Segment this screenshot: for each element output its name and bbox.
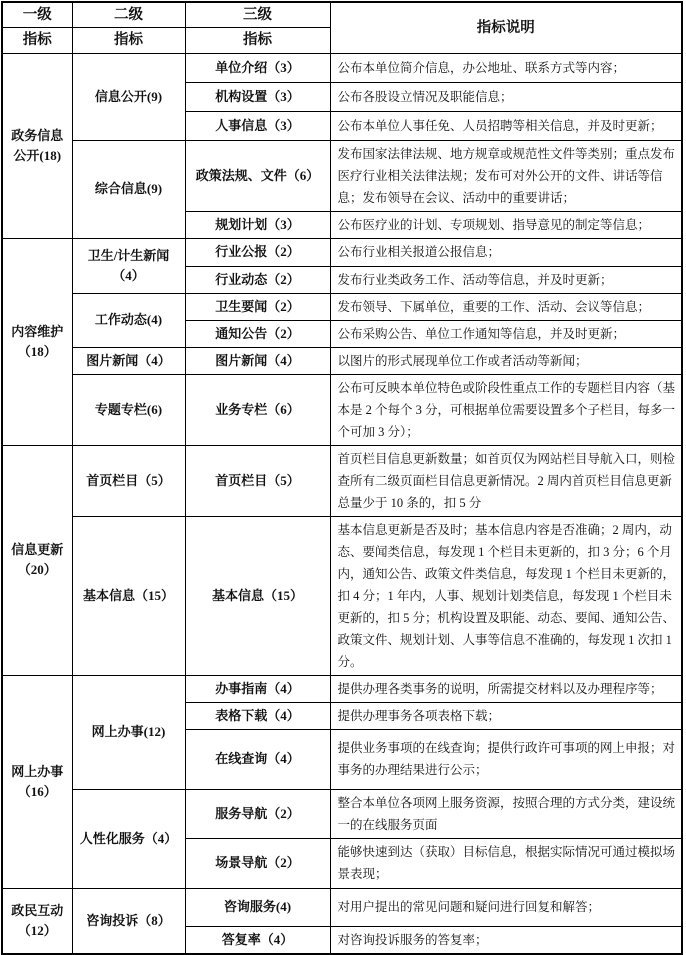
indicator-description: 公布本单位简介信息，办公地址、联系方式等内容； [330,53,682,82]
header-level1-bottom: 指标 [2,28,72,53]
level1-indicator: 网上办事（16） [2,675,72,888]
level1-indicator: 政民互动（12） [2,888,72,954]
indicator-table [1,1,683,955]
indicator-description: 公布各股设立情况及职能信息； [330,82,682,111]
indicator-description: 公布本单位人事任免、人员招聘等相关信息，并及时更新； [330,111,682,140]
level3-indicator: 业务专栏（6） [185,374,330,445]
level2-indicator: 咨询投诉（8） [72,888,185,954]
indicator-description: 对用户提出的常见问题和疑问进行回复和解答； [330,888,682,926]
level3-indicator: 政策法规、文件（6） [185,140,330,211]
level3-indicator: 单位介绍（3） [185,53,330,82]
level2-indicator: 图片新闻（4） [72,347,185,374]
level2-indicator: 综合信息(9) [72,140,185,238]
indicator-description: 对咨询投诉服务的答复率； [330,926,682,954]
indicator-description: 发布国家法律法规、地方规章或规范性文件等类别；重点发布医疗行业相关法律法规；发布可对外公开的文件、讲话等信息；发布领导在会议、活动中的重要讲话； [330,140,682,211]
indicator-description: 首页栏目信息更新数量；如首页仅为网站栏目导航入口，则检查所有二级页面栏目信息更新情况。2 周内首页栏目信息更新总量少于 10 条的，扣 5 分 [330,445,682,516]
level3-indicator: 服务导航（2） [185,789,330,838]
level2-indicator: 卫生/计生新闻（4） [72,238,185,293]
level3-indicator: 咨询服务(4) [185,888,330,926]
indicator-description: 公布行业相关报道公报信息； [330,238,682,266]
indicator-description: 公布可反映本单位特色或阶段性重点工作的专题栏目内容（基本是 2 个每个 3 分，可根据单位需要设置多个子栏目，每多一个可加 3 分）； [330,374,682,445]
level2-indicator: 专题专栏(6) [72,374,185,445]
indicator-description: 能够快速到达（获取）目标信息，根据实际情况可通过模拟场景表现； [330,838,682,888]
level3-indicator: 表格下载（4） [185,702,330,729]
level1-indicator: 信息更新（20） [2,445,72,675]
level2-indicator: 基本信息（15） [72,516,185,675]
level3-indicator: 行业动态（2） [185,266,330,293]
level3-indicator: 场景导航（2） [185,838,330,888]
indicator-description: 提供办理各类事务的说明，所需提交材料以及办理程序等； [330,675,682,702]
header-description: 指标说明 [330,2,682,53]
indicator-description: 发布行业类政务工作、活动等信息，并及时更新； [330,266,682,293]
indicator-description: 提供办理事务各项表格下载； [330,702,682,729]
level2-indicator: 网上办事(12) [72,675,185,789]
indicator-description: 基本信息更新是否及时；基本信息内容是否准确；2 周内，动态、要闻类信息，每发现 1 个栏目未更新的，扣 3 分；6 个月内，通知公告、政策文件类信息，每发现 1 个栏目未更新的，扣 4 分；1 年内，人事、规划计划类信息，每发现 1 个栏目未更新的，扣 5 分；机构设置及职能、动态、要闻、通知公告、政策文件、规划计划、人事等信息不准确的，每发现 1 次扣 1 分。 [330,516,682,675]
header-level2-bottom: 指标 [72,28,185,53]
level2-indicator: 信息公开(9) [72,53,185,140]
level2-indicator: 首页栏目（5） [72,445,185,516]
level3-indicator: 通知公告（2） [185,320,330,347]
indicator-description: 整合本单位各项网上服务资源，按照合理的方式分类，建设统一的在线服务页面 [330,789,682,838]
indicator-description: 公布医疗业的计划、专项规划、指导意见的制定等信息； [330,211,682,238]
level1-indicator: 内容维护（18） [2,238,72,445]
indicator-description: 公布采购公告、单位工作通知等信息，并及时更新； [330,320,682,347]
indicator-description: 提供业务事项的在线查询；提供行政许可事项的网上申报；对事务的办理结果进行公示； [330,729,682,789]
header-level2-top: 二级 [72,2,185,28]
level3-indicator: 答复率（4） [185,926,330,954]
level3-indicator: 在线查询（4） [185,729,330,789]
level3-indicator: 办事指南（4） [185,675,330,702]
level3-indicator: 人事信息（3） [185,111,330,140]
level3-indicator: 首页栏目（5） [185,445,330,516]
level3-indicator: 机构设置（3） [185,82,330,111]
level2-indicator: 人性化服务（4） [72,789,185,888]
header-level3-bottom: 指标 [185,28,330,53]
level2-indicator: 工作动态(4) [72,293,185,347]
level3-indicator: 图片新闻（4） [185,347,330,374]
header-level3-top: 三级 [185,2,330,28]
level3-indicator: 行业公报（2） [185,238,330,266]
indicator-description: 以图片的形式展现单位工作或者活动等新闻； [330,347,682,374]
level3-indicator: 卫生要闻（2） [185,293,330,320]
indicator-description: 发布领导、下属单位，重要的工作、活动、会议等信息； [330,293,682,320]
level3-indicator: 基本信息（15） [185,516,330,675]
level1-indicator: 政务信息公开(18) [2,53,72,238]
header-level1-top: 一级 [2,2,72,28]
level3-indicator: 规划计划（3） [185,211,330,238]
